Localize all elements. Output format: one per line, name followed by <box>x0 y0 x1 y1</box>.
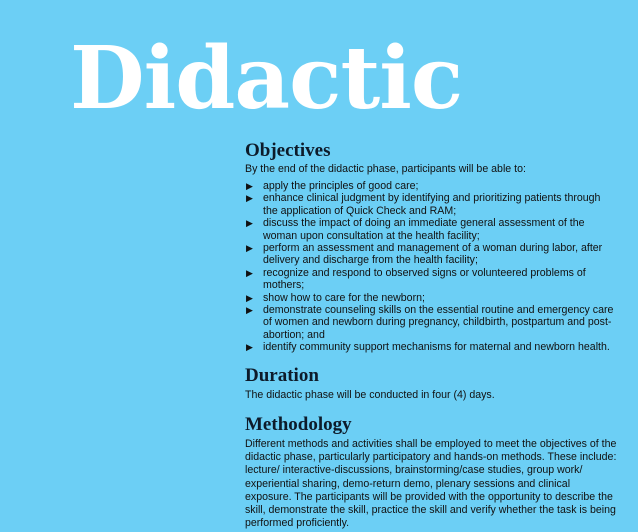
bullet-arrow-icon: ▶ <box>246 292 253 303</box>
duration-heading: Duration <box>245 364 319 386</box>
bullet-arrow-icon: ▶ <box>246 243 253 254</box>
bullet-arrow-icon: ▶ <box>246 193 253 204</box>
list-item <box>245 242 617 267</box>
bullet-arrow-icon: ▶ <box>246 267 253 278</box>
list-item-text: discuss the impact of doing an immediate general assessment of the woman upon consultation at the health facility; <box>263 217 585 242</box>
list-item-text: apply the principles of good care; <box>263 180 419 192</box>
objectives-intro: By the end of the didactic phase, participants will be able to: <box>245 163 526 175</box>
objectives-list <box>245 180 617 354</box>
list-item <box>245 192 617 217</box>
duration-text: The didactic phase will be conducted in four (4) days. <box>245 388 495 401</box>
bullet-arrow-icon: ▶ <box>246 181 253 191</box>
bullet-arrow-icon: ▶ <box>246 218 253 229</box>
list-item <box>245 267 617 292</box>
list-item-text: enhance clinical judgment by identifying and prioritizing patients through the application of Quick Check and RAM; <box>263 192 601 217</box>
list-item-text: perform an assessment and management of a woman during labor, after delivery and discharge from the health facility; <box>263 242 603 267</box>
list-item-text: recognize and respond to observed signs or volunteered problems of mothers; <box>263 266 586 292</box>
methodology-heading: Methodology <box>245 413 352 435</box>
list-item <box>245 341 617 353</box>
page-title: Didactic <box>70 28 463 129</box>
list-item-text: demonstrate counseling skills on the essential routine and emergency care of women and newborn during pregnancy, childbirth, postpartum and post-abortion; and <box>263 304 614 341</box>
bullet-arrow-icon: ▶ <box>246 305 253 316</box>
methodology-text: Different methods and activities shall be employed to meet the objectives of the didactic phase, particularly participatory and hands-on methods. These include: lecture/ interactive-discussions, brainstorming/case studies, group work/ experiential sharing, demo-return demo, plenary sessions and clinical exposure. The participants will be provided with the opportunity to describe the skill, demonstrate the skill, practice the skill and verify whether the task is being performed proficiently. <box>245 437 617 530</box>
bullet-arrow-icon: ▶ <box>246 342 253 353</box>
content-column <box>245 140 617 531</box>
list-item <box>245 304 617 341</box>
objectives-heading: Objectives <box>245 140 331 161</box>
list-item <box>245 292 617 304</box>
list-item <box>245 217 617 242</box>
list-item-text: identify community support mechanisms for maternal and newborn health. <box>263 341 610 354</box>
list-item-text: show how to care for the newborn; <box>263 291 425 304</box>
list-item <box>245 180 617 192</box>
